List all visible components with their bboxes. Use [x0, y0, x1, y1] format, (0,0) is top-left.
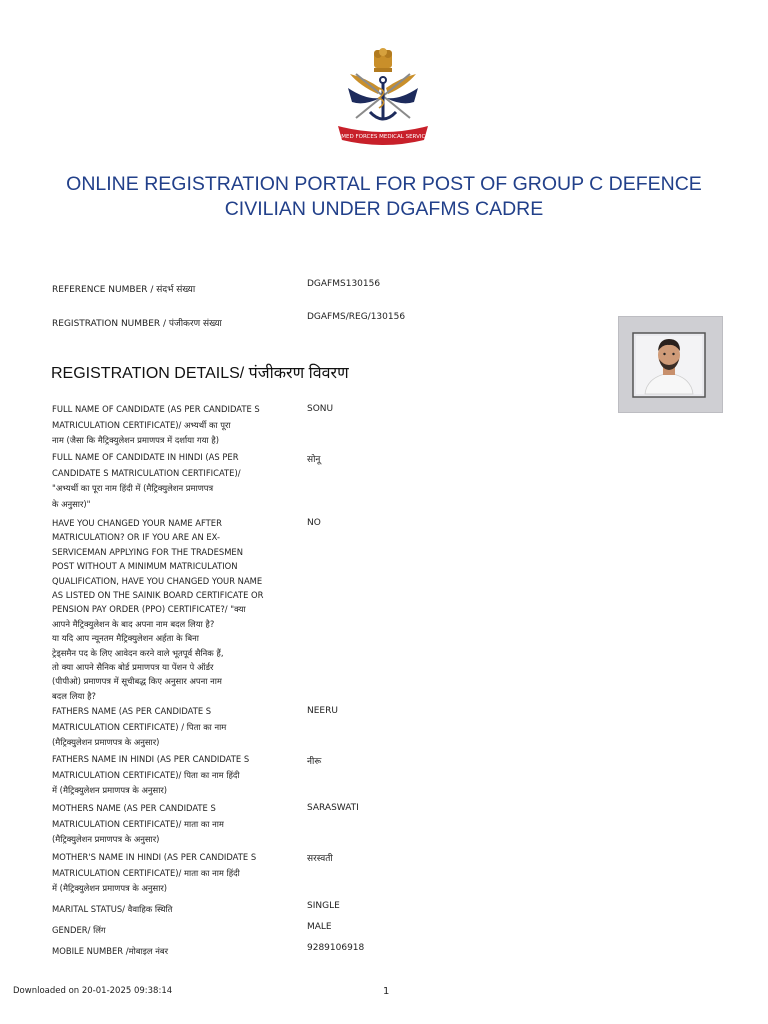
field-label: FULL NAME OF CANDIDATE IN HINDI (AS PER CANDIDATE S MATRICULATION CERTIFICATE)/ "अभ्यर्थी का पूरा नाम हिंदी में (मैट्रिक्युलेशन प्रमाणपत्र के अनुसार)" [52, 452, 241, 509]
reference-number-label: REFERENCE NUMBER / संदर्भ संख्या [52, 285, 196, 295]
field-value: SARASWATI [307, 803, 359, 813]
reference-number-value: DGAFMS130156 [307, 279, 381, 289]
afms-emblem-logo [330, 44, 436, 148]
field-value: सरस्वती [307, 854, 333, 864]
page-number: 1 [383, 986, 390, 997]
field-value: सोनू [307, 455, 321, 465]
field-label: FULL NAME OF CANDIDATE (AS PER CANDIDATE S MATRICULATION CERTIFICATE)/ अभ्यर्थी का पूरा नाम (जैसा कि मैट्रिक्युलेशन प्रमाणपत्र में दर्शाया गया है) [52, 404, 260, 445]
field-value: SONU [307, 404, 334, 414]
field-label: MOBILE NUMBER /मोबाइल नंबर [52, 946, 169, 956]
download-timestamp: Downloaded on 20-01-2025 09:38:14 [13, 986, 173, 996]
field-value: MALE [307, 922, 332, 932]
page-title-line-1: ONLINE REGISTRATION PORTAL FOR POST OF GROUP C DEFENCE [66, 173, 702, 195]
field-label: GENDER/ लिंग [52, 925, 106, 935]
page-title-line-2: CIVILIAN UNDER DGAFMS CADRE [224, 198, 544, 220]
candidate-photo [618, 316, 723, 413]
field-label: MOTHER'S NAME IN HINDI (AS PER CANDIDATE S MATRICULATION CERTIFICATE)/ माता का नाम हिंदी में (मैट्रिक्युलेशन प्रमाणपत्र के अनुसार) [52, 852, 257, 893]
field-label: HAVE YOU CHANGED YOUR NAME AFTER MATRICULATION? OR IF YOU ARE AN EX- SERVICEMAN APPLYING FOR THE TRADESMEN POST WITHOUT A MINIMUM MATRICULATION QUALIFICATION, HAVE YOU CHANGED YOUR NAME AS LISTED ON THE SAINIK BOARD CERTIFICATE OR PENSION PAY ORDER (PPO) CERTIFICATE?/ "क्या आपने मैट्रिक्युलेशन के बाद अपना नाम बदल लिया है? या यदि आप न्यूनतम मैट्रिक्युलेशन अर्हता के बिना ट्रेड्समैन पद के लिए आवेदन करने वाले भूतपूर्व सैनिक हैं, तो क्या आपने सैनिक बोर्ड प्रमाणपत्र या पेंशन पे ऑर्डर (पीपीओ) प्रमाणपत्र में सूचीबद्ध किए अनुसार अपना नाम बदल लिया है? [52, 518, 264, 701]
registration-details-heading: REGISTRATION DETAILS/ पंजीकरण विवरण [51, 365, 349, 382]
field-value: SINGLE [307, 901, 340, 911]
field-label: MOTHERS NAME (AS PER CANDIDATE S MATRICULATION CERTIFICATE)/ माता का नाम (मैट्रिक्युलेशन प्रमाणपत्र के अनुसार) [52, 803, 224, 844]
registration-number-value: DGAFMS/REG/130156 [307, 312, 406, 322]
emblem-icon [330, 44, 436, 148]
field-value: NEERU [307, 706, 338, 716]
field-label: FATHERS NAME (AS PER CANDIDATE S MATRICULATION CERTIFICATE) / पिता का नाम (मैट्रिक्युलेशन प्रमाणपत्र के अनुसार) [52, 706, 227, 747]
emblem-ribbon-text: ARMED FORCES MEDICAL SERVICES [333, 134, 433, 140]
field-label: FATHERS NAME IN HINDI (AS PER CANDIDATE S MATRICULATION CERTIFICATE)/ पिता का नाम हिंदी में (मैट्रिक्युलेशन प्रमाणपत्र के अनुसार) [52, 754, 250, 795]
field-value: 9289106918 [307, 943, 365, 953]
field-value: NO [307, 518, 321, 528]
field-label: MARITAL STATUS/ वैवाहिक स्थिति [52, 904, 173, 914]
field-value: नीरू [307, 757, 322, 767]
candidate-photo-image [619, 317, 722, 412]
registration-number-label: REGISTRATION NUMBER / पंजीकरण संख्या [52, 319, 222, 329]
page-title [40, 172, 728, 222]
